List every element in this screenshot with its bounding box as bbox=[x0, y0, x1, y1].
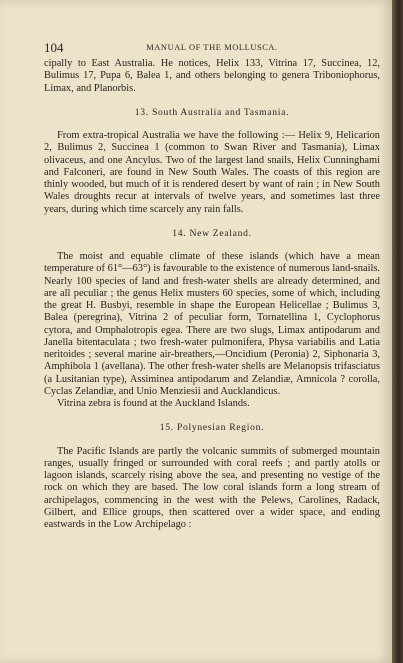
section-heading-south-australia: 13. South Australia and Tasmania. bbox=[134, 106, 290, 118]
book-spine bbox=[392, 0, 403, 663]
paragraph: cipally to East Australia. He notices, Helix 133, Vitrina 17, Succinea, 12, Bulimus 17, Pupa 6, Balea 1, and others belonging to genera Triboniophorus, Limax, and Planorbis. bbox=[44, 58, 380, 94]
page-number: 104 bbox=[44, 40, 64, 55]
running-title: MANUAL OF THE MOLLUSCA. bbox=[146, 43, 278, 52]
paragraph: From extra-tropical Australia we have the following :— Helix 9, Helicarion 2, Bulimus 2, Succinea 1 (common to Swan River and Tasmania), Limax olivaceus, and one Ancylus. Two of the largest land snails, Helix Cunninghami and Falconeri, are found in New South Wales. The coasts of this region are thinly wooded, but much of it is rendered desert by want of rain ; in New South Wales droughts recur at intervals of twelve years, and sometimes last three years, during which time scarcely any rain falls. bbox=[44, 130, 380, 215]
page-body bbox=[44, 58, 380, 531]
paragraph: The Pacific Islands are partly the volcanic summits of submerged mountain ranges, usually fringed or surrounded with coral reefs ; and partly atolls or lagoon islands, scarcely rising above the sea, and presenting no vestige of the rock on which they are based. The low coral islands form a long stream of archipelagos, commencing in the west with the Pelews, Carolines, Radack, Gilbert, and Ellice groups, then scattered over a wider space, and ending eastwards in the Low Archipelago : bbox=[44, 445, 380, 530]
section-heading-polynesian-region: 15. Polynesian Region. bbox=[159, 422, 265, 434]
paragraph: Vitrina zebra is found at the Auckland Islands. bbox=[57, 398, 250, 409]
page-header bbox=[44, 40, 380, 56]
paragraph: The moist and equable climate of these islands (which have a mean temperature of 61°—63°) is favourable to the existence of numerous land-snails. Nearly 100 species of land and fresh-water shells are already determined, and are all peculiar ; the genus Helix musters 60 species, some of which, including the great H. Busbyi, resemble in shape the European Helicellae ; Bulimus 3, Balea (peregrina), Vitrina 2 of peculiar form, Tornatellina 1, Cyclophorus cytora, and Omphalotropis egea. There are two slugs, Limax antipodarum and Janella bitentaculata ; two fresh-water pulmonifera, Physa variabilis and Latia neritoides ; several marine air-breathers,—Oncidium (Peronia) 2, Siphonaria 3, Amphibola 1 (avellana). The other fresh-water shells are Melanopsis trifasciatus (a Lusitanian type), Assiminea antipodarum and Zelandiæ, Amnicola ? corolla, Cyclas Zelandiæ, and Unio Menziesii and Aucklandicus. bbox=[44, 251, 380, 397]
section-heading-new-zealand: 14. New Zealand. bbox=[172, 227, 252, 239]
